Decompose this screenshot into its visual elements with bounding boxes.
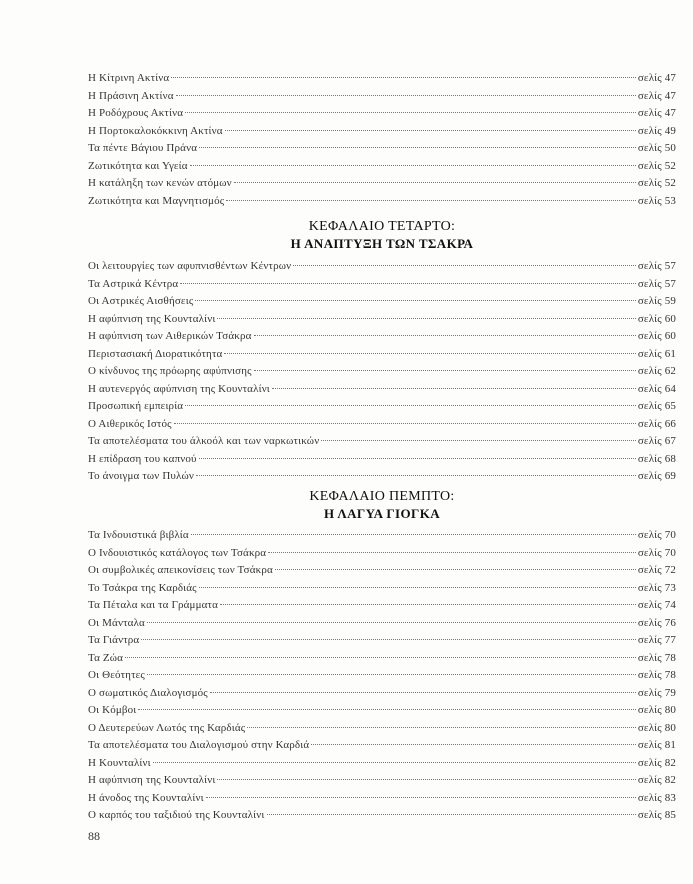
toc-entry	[88, 158, 676, 176]
toc-entry-page: σελίς 79	[637, 686, 676, 699]
toc-entry-page: σελίς 76	[637, 616, 676, 629]
toc-entry-page: σελίς 69	[637, 470, 676, 482]
dot-leader	[141, 638, 636, 640]
dot-leader	[206, 796, 636, 798]
toc-entry-title: Η Ροδόχρους Ακτίνα	[88, 107, 184, 119]
toc-entry-title: Η αφύπνιση της Κουνταλίνι	[88, 312, 216, 325]
dot-leader	[176, 94, 636, 96]
page-number: 88	[88, 829, 100, 843]
toc-entry-page: σελίς 80	[637, 721, 676, 734]
dot-leader	[171, 76, 636, 78]
toc-entry-title: Οι συμβολικές απεικονίσεις των Τσάκρα	[88, 564, 273, 576]
chapter-label: ΚΕΦΑΛΑΙΟ ΤΕΤΑΡΤΟ:	[308, 219, 456, 234]
toc-entry-page: σελίς 77	[637, 634, 676, 646]
toc-entry-title: Η Κίτρινη Ακτίνα	[88, 72, 170, 84]
dot-leader	[180, 282, 636, 284]
dot-leader	[210, 691, 636, 693]
toc-entry	[88, 720, 676, 738]
toc-entry-page: σελίς 52	[637, 177, 676, 189]
dot-leader	[217, 778, 635, 780]
toc-entry-page: σελίς 62	[637, 365, 676, 377]
dot-leader	[272, 387, 636, 389]
toc-entry-page: σελίς 49	[637, 124, 676, 137]
toc-entry-title: Τα Ινδουιστικά βιβλία	[88, 529, 189, 541]
dot-leader	[217, 317, 635, 319]
dot-leader	[226, 199, 636, 201]
dot-leader	[174, 422, 636, 424]
toc-entry-title: Η επίδραση του καπνού	[88, 452, 197, 465]
toc-entry	[88, 381, 676, 399]
toc-entry-title: Τα αποτελέσματα του Διαλογισμού στην Καρδιά	[88, 739, 310, 751]
toc-entry	[88, 175, 676, 193]
toc-entry	[88, 293, 676, 311]
dot-leader	[267, 813, 636, 815]
dot-leader	[185, 111, 636, 113]
toc-entry-title: Τα Γιάντρα	[88, 634, 140, 646]
toc-entry	[88, 650, 676, 668]
toc-entry	[88, 328, 676, 346]
toc-entry-page: σελίς 73	[637, 581, 676, 594]
toc-entry-title: Η άνοδος της Κουνταλίνι	[88, 791, 204, 804]
toc-entry-page: σελίς 47	[637, 107, 676, 119]
dot-leader	[185, 404, 636, 406]
toc-entry	[88, 790, 676, 808]
toc-entry-title: Οι Αστρικές Αισθήσεις	[88, 295, 194, 307]
dot-leader	[196, 474, 636, 476]
toc-entry-page: σελίς 81	[637, 739, 676, 751]
toc-entry	[88, 545, 676, 563]
dot-leader	[199, 586, 636, 588]
dot-leader	[199, 457, 636, 459]
toc-entry-title: Το άνοιγμα των Πυλών	[88, 470, 195, 482]
toc-entry-title: Ο κίνδυνος της πρόωρης αφύπνισης	[88, 365, 252, 377]
toc-entry	[88, 311, 676, 329]
chapter-title: Η ΛΑΓΥΑ ΓΙΟΓΚΑ	[323, 506, 440, 521]
toc-entry-title: Η αυτενεργός αφύπνιση της Κουνταλίνι	[88, 382, 270, 395]
toc-entry-page: σελίς 70	[637, 546, 676, 559]
toc-entry-title: Η αφύπνιση της Κουνταλίνι	[88, 774, 216, 786]
toc-entry-title: Ο Αιθερικός Ιστός	[88, 417, 172, 430]
toc-entry-page: σελίς 72	[637, 564, 676, 576]
toc-entry	[88, 276, 676, 294]
toc-entry	[88, 667, 676, 685]
toc-entry-page: σελίς 60	[637, 312, 676, 325]
toc-entry-title: Τα πέντε Βάγιου Πράνα	[88, 142, 198, 154]
toc-entry-title: Ο Ινδουιστικός κατάλογος των Τσάκρα	[88, 546, 267, 559]
dot-leader	[311, 743, 636, 745]
dot-leader	[254, 369, 636, 371]
dot-leader	[247, 726, 636, 728]
toc-entry-page: σελίς 53	[637, 194, 676, 207]
toc-entry-title: Η αφύπνιση των Αιθερικών Τσάκρα	[88, 330, 252, 342]
toc-entry-page: σελίς 64	[637, 382, 676, 395]
toc-entry-title: Ο Δευτερεύων Λωτός της Καρδιάς	[88, 721, 246, 734]
toc-section-1	[88, 70, 676, 210]
dot-leader	[225, 129, 636, 131]
toc-entry-title: Τα Αστρικά Κέντρα	[88, 277, 179, 290]
dot-leader	[191, 533, 636, 535]
toc-entry-page: σελίς 68	[637, 452, 676, 465]
chapter-four-heading	[88, 218, 676, 253]
toc-entry-page: σελίς 59	[637, 295, 676, 307]
toc-entry-title: Οι Κόμβοι	[88, 704, 137, 716]
toc-entry-title: Η κατάληξη των κενών ατόμων	[88, 177, 232, 189]
dot-leader	[254, 334, 636, 336]
toc-entry	[88, 807, 676, 825]
toc-entry-title: Η Πορτοκαλοκόκκινη Ακτίνα	[88, 124, 223, 137]
toc-entry-title: Η Πράσινη Ακτίνα	[88, 89, 174, 102]
toc-entry-title: Περιστασιακή Διορατικότητα	[88, 347, 223, 360]
toc-entry	[88, 140, 676, 158]
toc-entry-page: σελίς 61	[637, 347, 676, 360]
chapter-label: ΚΕΦΑΛΑΙΟ ΠΕΜΠΤΟ:	[309, 489, 455, 504]
toc-entry-page: σελίς 85	[637, 809, 676, 821]
toc-entry-page: σελίς 50	[637, 142, 676, 154]
dot-leader	[293, 264, 636, 266]
toc-entry-page: σελίς 74	[637, 599, 676, 611]
toc-entry-title: Τα αποτελέσματα του άλκοόλ και των ναρκωτικών	[88, 435, 320, 447]
toc-entry	[88, 433, 676, 451]
toc-entry-page: σελίς 78	[637, 669, 676, 681]
toc-entry	[88, 363, 676, 381]
dot-leader	[147, 673, 636, 675]
toc-section-3	[88, 527, 676, 825]
toc-entry	[88, 416, 676, 434]
toc-entry	[88, 597, 676, 615]
toc-entry-title: Οι Θεότητες	[88, 669, 145, 681]
toc-entry	[88, 258, 676, 276]
dot-leader	[153, 761, 636, 763]
toc-entry-page: σελίς 67	[637, 435, 676, 447]
toc-entry-page: σελίς 83	[637, 791, 676, 804]
toc-entry-title: Ο καρπός του ταξιδιού της Κουνταλίνι	[88, 809, 265, 821]
toc-entry	[88, 70, 676, 88]
toc-entry-page: σελίς 66	[637, 417, 676, 430]
dot-leader	[195, 299, 636, 301]
toc-section-2	[88, 258, 676, 486]
toc-entry-title: Ζωτικότητα και Μαγνητισμός	[88, 194, 225, 207]
toc-entry-title: Προσωπική εμπειρία	[88, 400, 184, 412]
toc-entry	[88, 346, 676, 364]
toc-entry	[88, 737, 676, 755]
dot-leader	[220, 603, 636, 605]
toc-entry-page: σελίς 78	[637, 651, 676, 664]
toc-entry	[88, 527, 676, 545]
toc-entry	[88, 615, 676, 633]
toc-entry-page: σελίς 47	[637, 89, 676, 102]
toc-entry-page: σελίς 70	[637, 529, 676, 541]
toc-entry-page: σελίς 65	[637, 400, 676, 412]
toc-entry-title: Η Κουνταλίνι	[88, 756, 151, 769]
toc-entry	[88, 193, 676, 211]
dot-leader	[147, 621, 636, 623]
toc-entry-title: Ζωτικότητα και Υγεία	[88, 159, 188, 172]
toc-entry-page: σελίς 80	[637, 704, 676, 716]
dot-leader	[234, 181, 636, 183]
toc-entry-page: σελίς 52	[637, 159, 676, 172]
chapter-title: Η ΑΝΑΠΤΥΞΗ ΤΩΝ ΤΣΑΚΡΑ	[290, 236, 474, 251]
dot-leader	[190, 164, 636, 166]
toc-entry	[88, 755, 676, 773]
toc-entry	[88, 772, 676, 790]
toc-entry	[88, 398, 676, 416]
toc-entry-page: σελίς 47	[637, 72, 676, 84]
toc-entry	[88, 580, 676, 598]
dot-leader	[275, 568, 636, 570]
toc-entry-page: σελίς 82	[637, 756, 676, 769]
chapter-five-heading	[88, 488, 676, 523]
toc-entry	[88, 702, 676, 720]
dot-leader	[321, 439, 636, 441]
dot-leader	[268, 551, 636, 553]
toc-entry-page: σελίς 60	[637, 330, 676, 342]
toc-entry-title: Οι Μάνταλα	[88, 616, 145, 629]
toc-entry-title: Τα Πέταλα και τα Γράμματα	[88, 599, 219, 611]
toc-entry-page: σελίς 57	[637, 260, 676, 272]
toc-entry	[88, 632, 676, 650]
dot-leader	[125, 656, 636, 658]
toc-entry-page: σελίς 57	[637, 277, 676, 290]
toc-entry	[88, 105, 676, 123]
toc-entry	[88, 685, 676, 703]
toc-entry	[88, 468, 676, 486]
dot-leader	[199, 146, 636, 148]
toc-entry	[88, 123, 676, 141]
toc-entry-title: Το Τσάκρα της Καρδιάς	[88, 581, 197, 594]
toc-entry	[88, 88, 676, 106]
toc-entry-title: Ο σωματικός Διαλογισμός	[88, 686, 208, 699]
toc-entry-title: Τα Ζώα	[88, 651, 124, 664]
toc-entry	[88, 451, 676, 469]
toc-entry-page: σελίς 82	[637, 774, 676, 786]
dot-leader	[224, 352, 635, 354]
toc-entry	[88, 562, 676, 580]
toc-entry-title: Οι λειτουργίες των αφυπνισθέντων Κέντρων	[88, 260, 292, 272]
dot-leader	[138, 708, 635, 710]
